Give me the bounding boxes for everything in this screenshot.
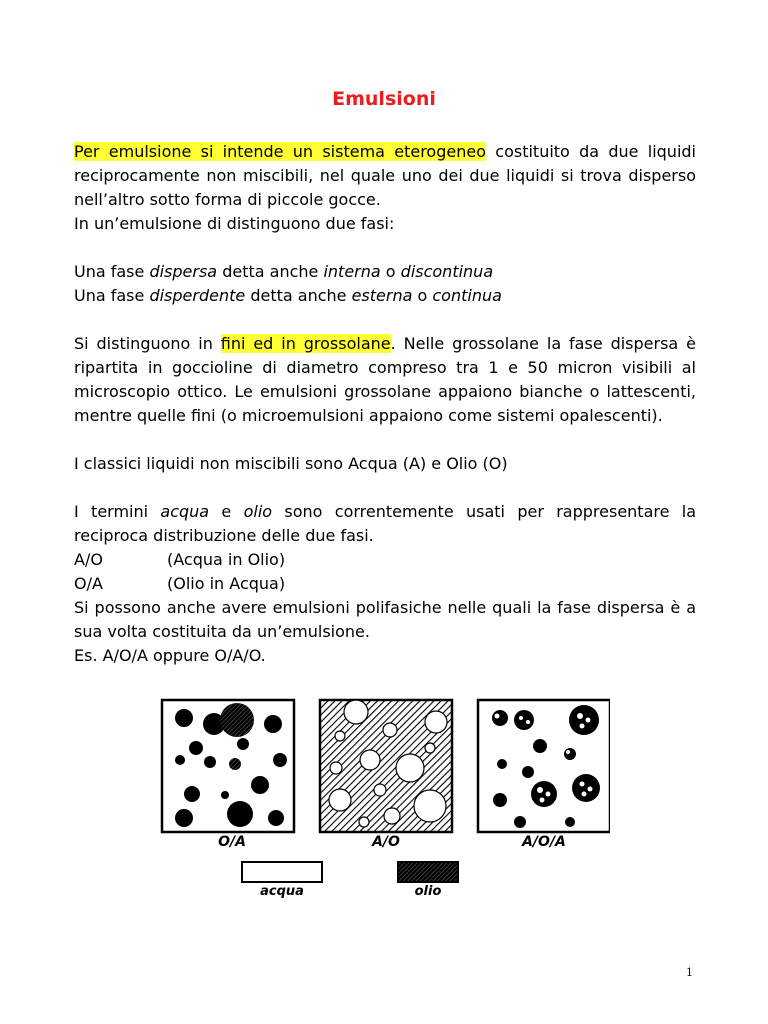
definition-row: A/O (Acqua in Olio) [74,550,286,569]
page-number: 1 [686,966,693,979]
highlight-definition: Per emulsione si intende un sistema eterogeneo [74,142,486,161]
paragraph-definition-text: costituito da due liquidi reciprocamente non miscibili, nel quale uno dei due liquidi si trova disperso nell’altro sotto forma di piccole gocce. [74,142,696,209]
emulsion-figure [140,690,610,910]
figure-label-aoa: A/O/A [522,834,566,850]
panel-oil-in-water [162,700,294,832]
emulsion-diagram [140,690,610,910]
phase-dispersing: Una fase disperdente detta anche esterna o continua [74,286,502,305]
paragraph-phases-intro: In un’emulsione di distinguono due fasi: [74,214,395,233]
paragraph-liquids: I classici liquidi non miscibili sono Acqua (A) e Olio (O) [74,454,508,473]
highlight-types: fini ed in grossolane [220,334,391,353]
paragraph-example: Es. A/O/A oppure O/A/O. [74,646,266,665]
legend-label-water: acqua [260,884,304,899]
panel-water-oil-water [478,700,610,832]
paragraph-definition [74,140,696,212]
paragraph-polyphasic: Si possono anche avere emulsioni polifasiche nelle quali la fase dispersa è a sua volta costituita da un’emulsione. [74,598,696,641]
legend-swatch-water [242,862,322,882]
figure-label-oa: O/A [218,834,246,850]
document-body [74,140,696,668]
panel-water-in-oil [320,700,452,832]
figure-label-ao: A/O [372,834,400,850]
paragraph-types: Si distinguono in fini ed in grossolane. Nelle grossolane la fase dispersa è ripartita in goccioline di diametro compreso tra 1 e 50 micron visibili al microscopio ottico. Le emulsioni grossolane appaiono bianche o lattescenti, mentre quelle fini (o microemulsioni appaiono come sistemi opalescenti). [74,334,696,425]
legend-swatch-oil [398,862,458,882]
definition-row: O/A (Olio in Acqua) [74,574,286,593]
legend-label-oil: olio [414,884,442,899]
paragraph-terms: I termini acqua e olio sono correntemente usati per rappresentare la reciproca distribuzione delle due fasi. [74,502,697,545]
phase-dispersed: Una fase dispersa detta anche interna o discontinua [74,262,494,281]
page-title: Emulsioni [332,88,436,110]
